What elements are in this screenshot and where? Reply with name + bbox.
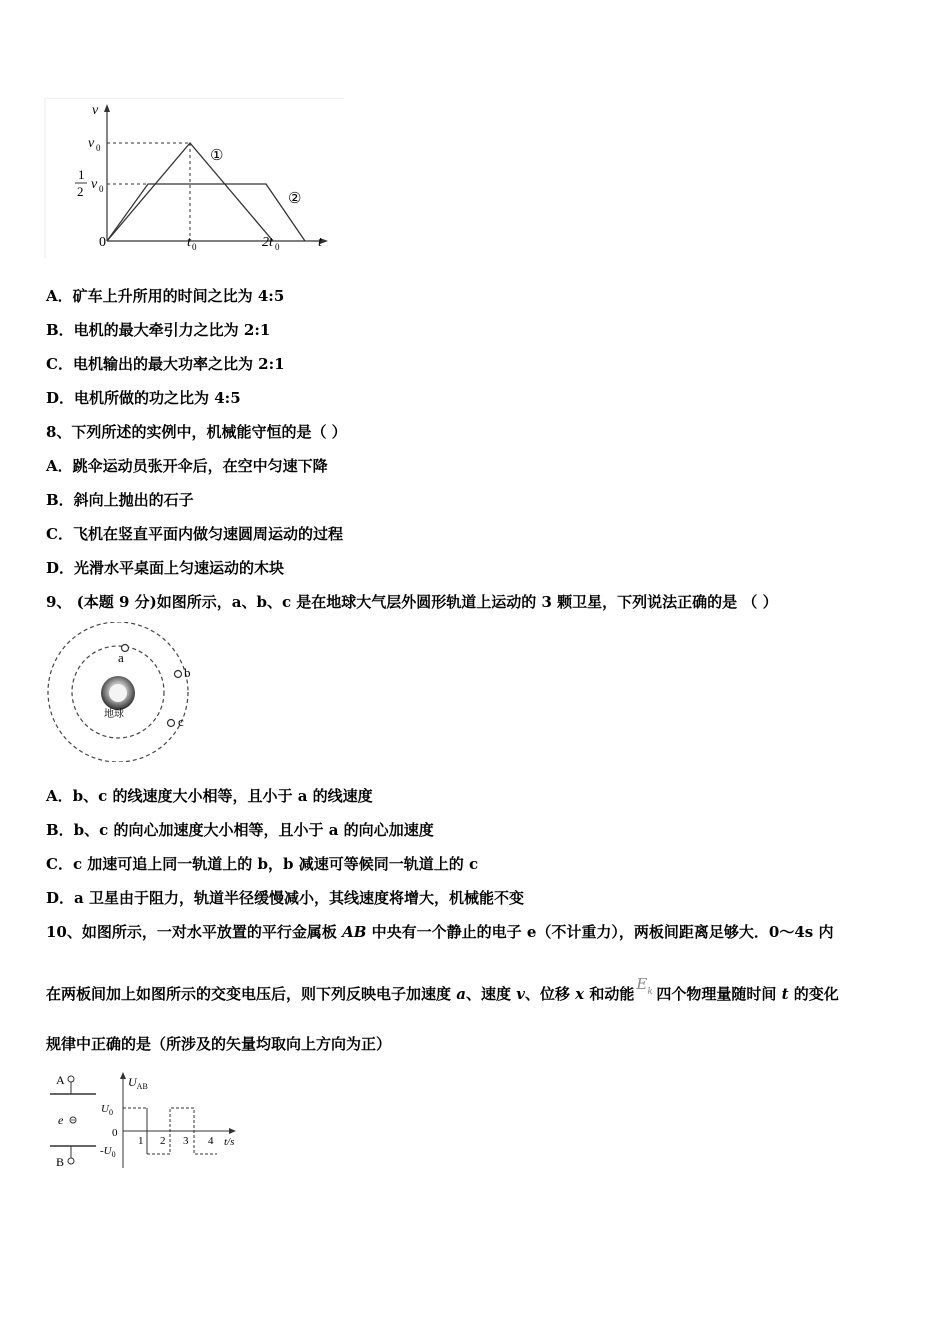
svg-text:0: 0: [99, 184, 104, 194]
kinetic-energy-symbol: E k: [636, 975, 653, 997]
satellite-a-label: a: [118, 650, 124, 665]
q7-option-a: A．矿车上升所用的时间之比为 4:5: [46, 287, 285, 305]
origin-label: 0: [99, 235, 106, 250]
two-t0-label: 2t: [262, 235, 273, 250]
half-v0-label: v: [91, 177, 98, 192]
curve-2: [107, 184, 305, 241]
q9-option-a: A．b、c 的线速度大小相等，且小于 a 的线速度: [46, 787, 373, 805]
uab-label: $U_{AB}$: [128, 1075, 148, 1091]
curve-1-label: ①: [210, 148, 224, 164]
q10-stem-line-3: 规律中正确的是（所涉及的矢量均取向上方向为正）: [46, 1035, 392, 1053]
satellite-c-label: c: [178, 714, 184, 729]
q7-option-b: B．电机的最大牵引力之比为 2:1: [46, 321, 271, 339]
origin-label: 0: [112, 1127, 118, 1139]
q9-option-c: C．c 加速可追上同一轨道上的 b，b 减速可等候同一轨道上的 c: [46, 855, 479, 873]
v0-label: v: [88, 136, 95, 151]
neg-u0-label: $-U_0$: [100, 1145, 116, 1159]
satellite-c: [168, 720, 175, 727]
q8-stem: 8、下列所述的实例中，机械能守恒的是（ ）: [46, 423, 347, 441]
t-label: t: [318, 235, 322, 250]
svg-text:0: 0: [275, 242, 280, 252]
q10-stem-line-2: 在两板间加上如图所示的交变电压后，则下列反映电子加速度 a、速度 v、位移 x 和动能 E k 四个物理量随时间 t 的变化: [46, 975, 839, 1003]
satellite-orbit-diagram: [46, 622, 206, 762]
u0-label: $U_0$: [101, 1103, 113, 1117]
electron-label: e: [58, 1113, 64, 1127]
plate-a-terminal: [68, 1076, 74, 1082]
tick-3: 3: [183, 1135, 189, 1147]
velocity-time-graph: [44, 98, 344, 258]
q9-option-b: B．b、c 的向心加速度大小相等，且小于 a 的向心加速度: [46, 821, 434, 839]
v-axis-arrow: [104, 104, 110, 112]
svg-text:0: 0: [96, 143, 101, 153]
q7-option-c: C．电机输出的最大功率之比为 2:1: [46, 355, 285, 373]
q8-option-b: B．斜向上抛出的石子: [46, 491, 194, 509]
time-unit-label: t/s: [224, 1136, 235, 1148]
q9-stem: 9、 (本题 9 分)如图所示，a、b、c 是在地球大气层外圆形轨道上运动的 3 颗卫星，下列说法正确的是 （ ）: [46, 593, 778, 611]
q9-option-d: D．a 卫星由于阻力，轨道半径缓慢减小，其线速度将增大，机械能不变: [46, 889, 524, 907]
half-den: 2: [77, 184, 84, 199]
tick-2: 2: [160, 1135, 166, 1147]
earth-label: 地球: [104, 709, 124, 720]
q8-option-a: A．跳伞运动员张开伞后，在空中匀速下降: [46, 457, 328, 475]
tick-4: 4: [208, 1135, 214, 1147]
plate-a-label: A: [56, 1073, 65, 1087]
curve-2-label: ②: [288, 191, 302, 207]
plates-voltage-diagram: [46, 1068, 246, 1176]
tick-1: 1: [138, 1135, 144, 1147]
plate-b-terminal: [68, 1158, 74, 1164]
svg-text:0: 0: [192, 242, 197, 252]
half-num: 1: [78, 167, 85, 182]
satellite-b: [175, 671, 182, 678]
q10-stem-line-1: 10、如图所示，一对水平放置的平行金属板 AB 中央有一个静止的电子 e（不计重力），两板间距离足够大．0～4s 内: [46, 923, 834, 941]
q8-option-d: D．光滑水平桌面上匀速运动的木块: [46, 559, 285, 577]
satellite-b-label: b: [184, 665, 191, 680]
q8-option-c: C．飞机在竖直平面内做匀速圆周运动的过程: [46, 525, 343, 543]
plate-b-label: B: [56, 1155, 65, 1169]
q7-option-d: D．电机所做的功之比为 4:5: [46, 389, 241, 407]
v-label: v: [92, 103, 99, 118]
t0-label: t: [187, 235, 191, 250]
